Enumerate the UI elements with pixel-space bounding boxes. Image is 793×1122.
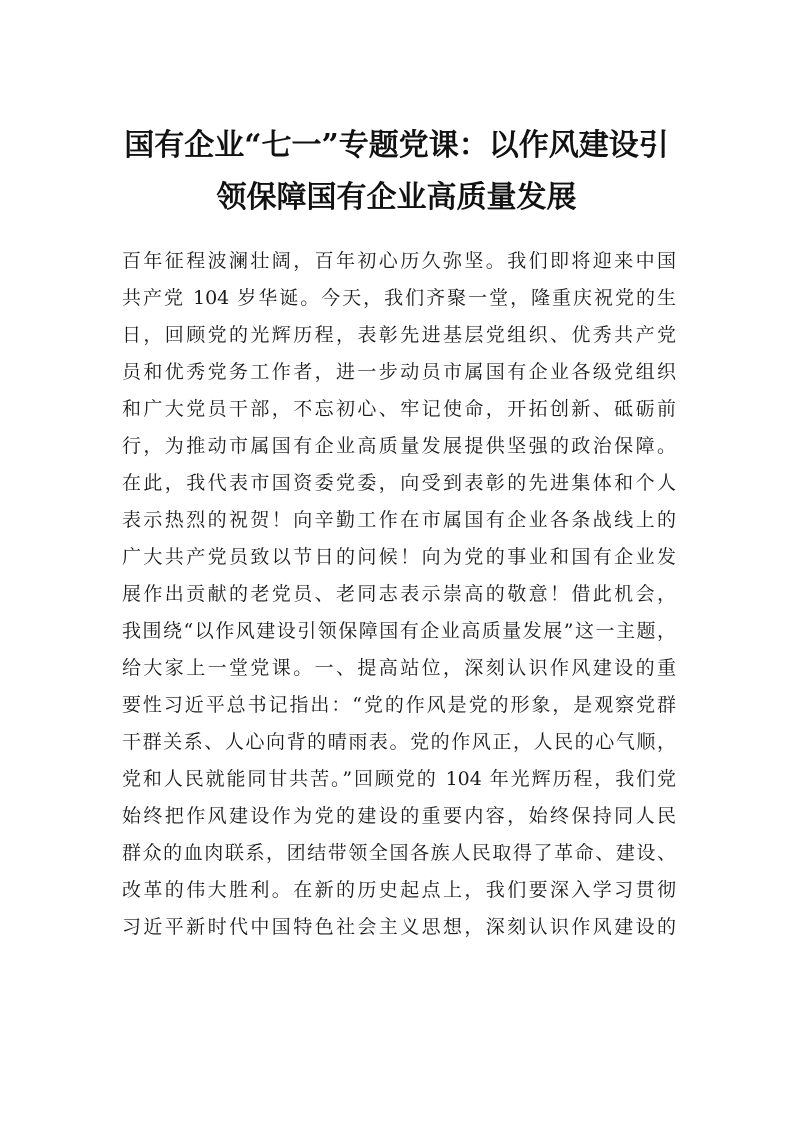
body-line: 共产党 104 岁华诞。今天，我们齐聚一堂，隆重庆祝党的生 (122, 287, 676, 309)
body-line: 和广大党员干部，不忘初心、牢记使命，开拓创新、砥砺前 (122, 398, 676, 420)
body-line: 群众的血肉联系，团结带领全国各族人民取得了革命、建设、 (122, 842, 676, 864)
title-line: 国有企业“七一”专题党课：以作风建设引 (124, 128, 669, 163)
body-line: 在此，我代表市国资委党委，向受到表彰的先进集体和个人 (122, 472, 676, 494)
body-line: 给大家上一堂党课。一、提高站位，深刻认识作风建设的重 (122, 657, 676, 679)
body-line: 改革的伟大胜利。在新的历史起点上，我们要深入学习贯彻 (122, 879, 676, 901)
body-line: 日，回顾党的光辉历程，表彰先进基层党组织、优秀共产党 (122, 324, 676, 346)
document-body (122, 243, 676, 946)
body-line: 员和优秀党务工作者，进一步动员市属国有企业各级党组织 (122, 361, 676, 383)
body-line: 广大共产党员致以节日的问候！向为党的事业和国有企业发 (122, 546, 676, 568)
body-line: 习近平新时代中国特色社会主义思想，深刻认识作风建设的 (122, 916, 676, 938)
body-line: 行，为推动市属国有企业高质量发展提供坚强的政治保障。 (122, 435, 676, 457)
title-line: 领保障国有企业高质量发展 (216, 180, 577, 215)
body-line: 始终把作风建设作为党的建设的重要内容，始终保持同人民 (122, 805, 676, 827)
body-line: 要性习近平总书记指出：“党的作风是党的形象，是观察党群 (122, 694, 676, 716)
body-line: 我围绕“以作风建设引领保障国有企业高质量发展”这一主题， (122, 620, 676, 642)
body-line: 展作出贡献的老党员、老同志表示崇高的敬意！借此机会， (122, 583, 676, 605)
body-line: 干群关系、人心向背的晴雨表。党的作风正，人民的心气顺， (122, 731, 676, 753)
body-line: 百年征程波澜壮阔，百年初心历久弥坚。我们即将迎来中国 (122, 250, 676, 272)
body-line: 党和人民就能同甘共苦。”回顾党的 104 年光辉历程，我们党 (122, 768, 676, 790)
body-line: 表示热烈的祝贺！向辛勤工作在市属国有企业各条战线上的 (122, 509, 676, 531)
document-title (100, 120, 693, 224)
